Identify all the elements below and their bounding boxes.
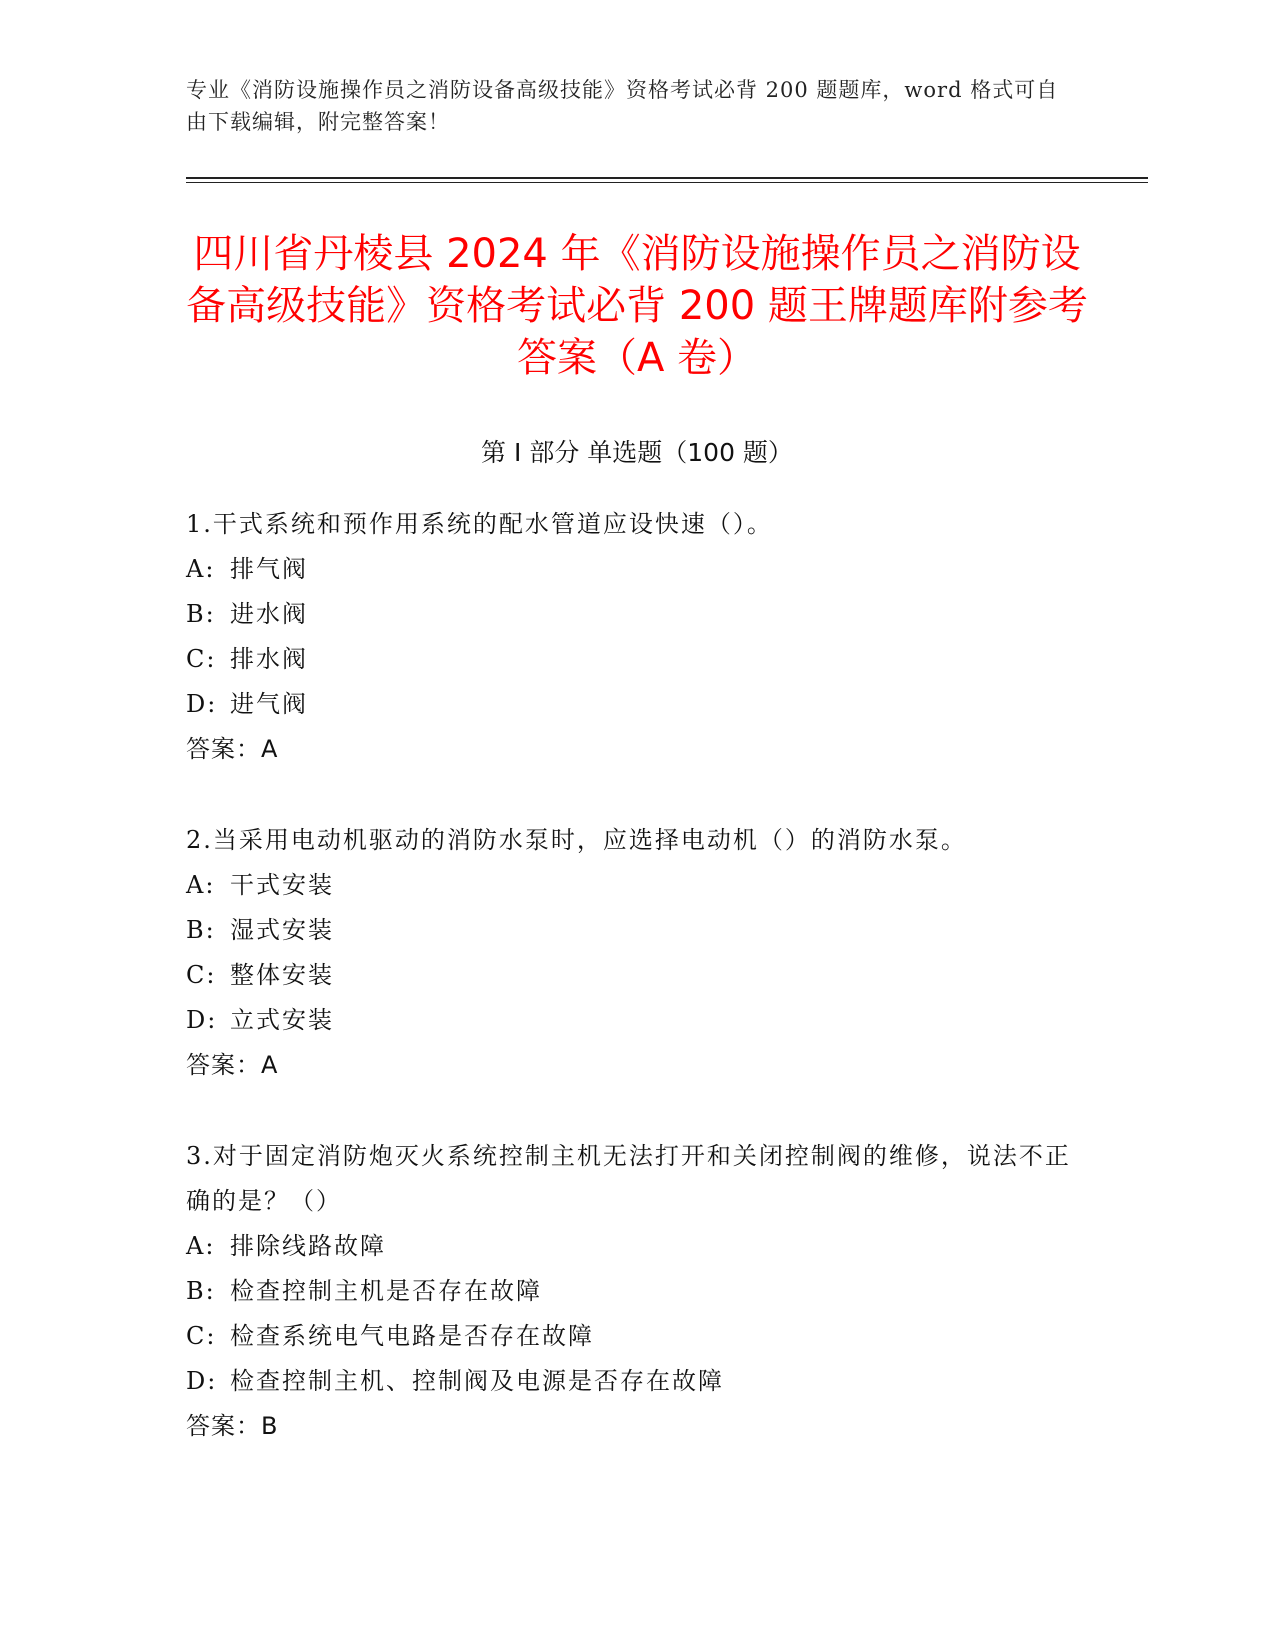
- option-text: 湿式安装: [230, 916, 334, 944]
- option-text: 检查控制主机、控制阀及电源是否存在故障: [230, 1367, 724, 1395]
- option-letter: B:: [186, 600, 216, 628]
- answer: 答案：A: [186, 735, 279, 763]
- option-d: [186, 1359, 1088, 1404]
- option-text: 排除线路故障: [230, 1232, 386, 1260]
- option-letter: D:: [186, 1006, 218, 1034]
- answer: 答案：A: [186, 1051, 279, 1079]
- option-letter: B:: [186, 916, 216, 944]
- option-text: 立式安装: [230, 1006, 334, 1034]
- option-letter: D:: [186, 690, 218, 718]
- option-text: 检查控制主机是否存在故障: [230, 1277, 542, 1305]
- header-divider-thick: [186, 177, 1148, 179]
- option-letter: A:: [186, 1232, 216, 1260]
- option-text: 整体安装: [230, 961, 334, 989]
- option-b: [186, 1269, 1088, 1314]
- option-b: [186, 592, 1088, 637]
- option-letter: C:: [186, 645, 217, 673]
- option-a: [186, 863, 1088, 908]
- option-letter: C:: [186, 1322, 217, 1350]
- option-b: [186, 908, 1088, 953]
- option-text: 进水阀: [230, 600, 308, 628]
- option-text: 检查系统电气电路是否存在故障: [230, 1322, 594, 1350]
- header-divider-thin: [186, 182, 1148, 183]
- question-stem: 3.对于固定消防炮灭火系统控制主机无法打开和关闭控制阀的维修，说法不正确的是？（）: [186, 1142, 1071, 1215]
- question-stem: 2.当采用电动机驱动的消防水泵时，应选择电动机（）的消防水泵。: [186, 826, 967, 854]
- question-1: [186, 502, 1088, 772]
- document-title: 四川省丹棱县 2024 年《消防设施操作员之消防设备高级技能》资格考试必背 200 题王牌题库附参考答案（A 卷）: [186, 231, 1088, 381]
- answer: 答案：B: [186, 1412, 279, 1440]
- option-letter: A:: [186, 555, 216, 583]
- option-text: 干式安装: [230, 871, 334, 899]
- option-text: 进气阀: [230, 690, 308, 718]
- section-title: 第 I 部分 单选题（100 题）: [481, 438, 793, 467]
- option-text: 排水阀: [230, 645, 308, 673]
- option-c: [186, 1314, 1088, 1359]
- option-letter: D:: [186, 1367, 218, 1395]
- option-c: [186, 953, 1088, 998]
- option-d: [186, 682, 1088, 727]
- question-3: [186, 1134, 1088, 1449]
- option-text: 排气阀: [230, 555, 308, 583]
- option-a: [186, 1224, 1088, 1269]
- option-letter: B:: [186, 1277, 216, 1305]
- question-stem: 1.干式系统和预作用系统的配水管道应设快速（）。: [186, 510, 773, 538]
- option-d: [186, 998, 1088, 1043]
- option-letter: A:: [186, 871, 216, 899]
- option-c: [186, 637, 1088, 682]
- option-a: [186, 547, 1088, 592]
- header-note: 专业《消防设施操作员之消防设备高级技能》资格考试必背 200 题题库，word 格式可自由下载编辑，附完整答案！: [186, 78, 1059, 134]
- question-2: [186, 818, 1088, 1088]
- option-letter: C:: [186, 961, 217, 989]
